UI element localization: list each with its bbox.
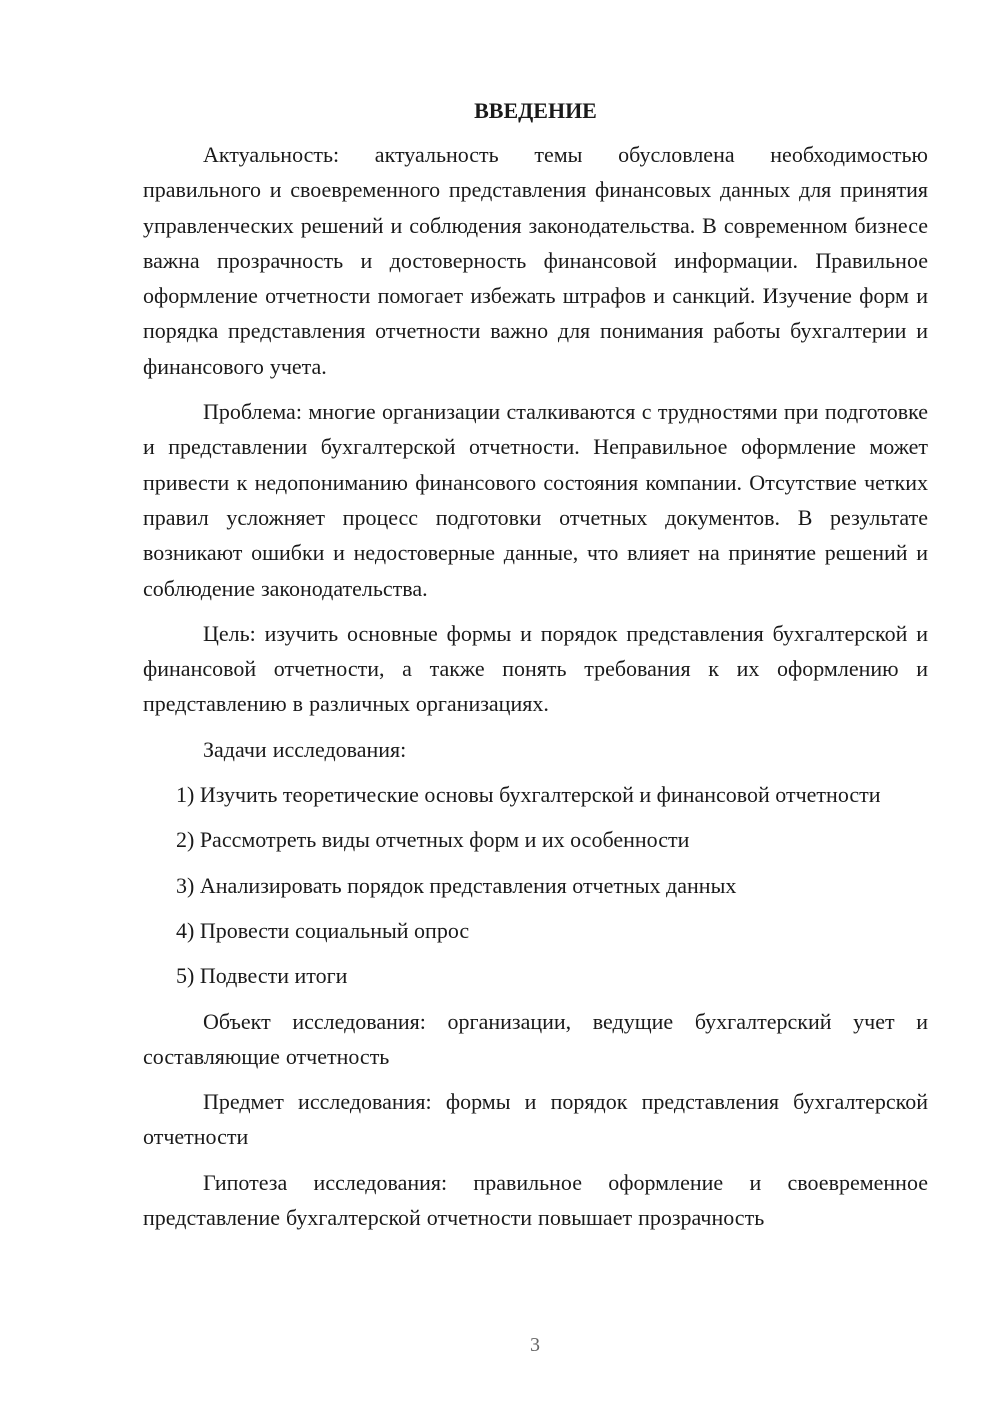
goal-paragraph: Цель: изучить основные формы и порядок представления бухгалтерской и финансовой отчетности, а также понять требования к их оформлению и представлению в различных организациях. [143,620,928,717]
tasks-title: Задачи исследования: [203,736,407,762]
section-heading: ВВЕДЕНИЕ [474,98,597,123]
task-item-5: 5) Подвести итоги [176,963,348,989]
task-item-3: 3) Анализировать порядок представления отчетных данных [176,872,737,898]
task-item-1: 1) Изучить теоретические основы бухгалтерской и финансовой отчетности [176,782,881,808]
task-item-2: 2) Рассмотреть виды отчетных форм и их особенности [176,827,690,853]
subject-paragraph: Предмет исследования: формы и порядок представления бухгалтерской отчетности [143,1089,928,1150]
relevance-paragraph: Актуальность: актуальность темы обусловлена необходимостью правильного и своевременного представления финансовых данных для принятия управленческих решений и соблюдения законодательства. В современном бизнесе важна прозрачность и достоверность финансовой информации. Правильное оформление отчетности помогает избежать штрафов и санкций. Изучение форм и порядка представления отчетности важно для понимания работы бухгалтерии и финансового учета. [143,142,928,379]
task-item-4: 4) Провести социальный опрос [176,917,470,943]
page-number: 3 [530,1334,540,1356]
problem-paragraph: Проблема: многие организации сталкиваются с трудностями при подготовке и представлении бухгалтерской отчетности. Неправильное оформление может привести к недопониманию финансового состояния компании. Отсутствие четких правил усложняет процесс подготовки отчетных документов. В результате возникают ошибки и недостоверные данные, что влияет на принятие решений и соблюдение законодательства. [143,399,928,601]
object-paragraph: Объект исследования: организации, ведущие бухгалтерский учет и составляющие отчетность [143,1008,928,1069]
page-content [143,95,928,1245]
hypothesis-paragraph: Гипотеза исследования: правильное оформление и своевременное представление бухгалтерской отчетности повышает прозрачность [143,1169,928,1231]
